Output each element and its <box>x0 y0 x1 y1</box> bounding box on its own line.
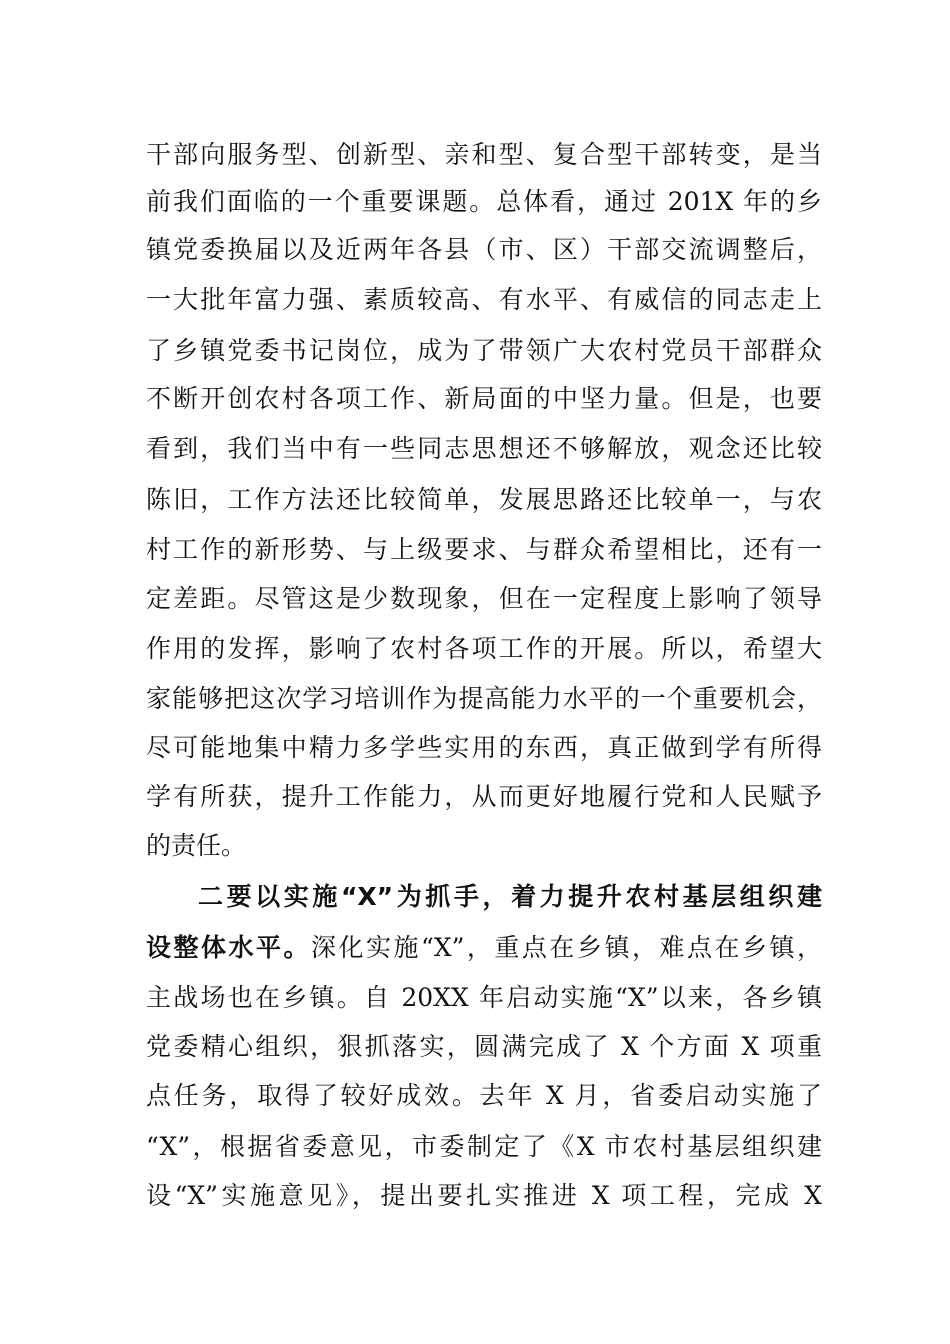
paragraph-1-line-3: 镇党委换届以及近两年各县（市、区）干部交流调整后， <box>146 235 822 264</box>
paragraph-1-line-5: 了乡镇党委书记岗位，成为了带领广大农村党员干部群众 <box>146 336 822 365</box>
paragraph-1-line-1: 干部向服务型、创新型、亲和型、复合型干部转变，是当 <box>146 140 822 169</box>
paragraph-2-line-6: “X”，根据省委意见，市委制定了《X 市农村基层组织建 <box>146 1132 822 1161</box>
paragraph-1-line-4: 一大批年富力强、素质较高、有水平、有威信的同志走上 <box>146 285 822 314</box>
paragraph-2-line-2-body: 深化实施“X”，重点在乡镇，难点在乡镇， <box>311 933 822 962</box>
paragraph-2-line-7: 设“X”实施意见》，提出要扎实推进 X 项工程，完成 X <box>146 1181 822 1210</box>
section-heading-line-2: 设整体水平。 <box>146 933 312 962</box>
paragraph-2-line-3: 主战场也在乡镇。自 20XX 年启动实施“X”以来，各乡镇 <box>146 983 822 1012</box>
paragraph-1-line-6: 不断开创农村各项工作、新局面的中坚力量。但是，也要 <box>146 384 822 413</box>
paragraph-1-line-15: 的责任。 <box>146 831 247 860</box>
paragraph-1-line-7: 看到，我们当中有一些同志思想还不够解放，观念还比较 <box>146 434 822 463</box>
paragraph-1-line-2: 前我们面临的一个重要课题。总体看，通过 201X 年的乡 <box>146 187 822 216</box>
paragraph-1-line-8: 陈旧，工作方法还比较简单，发展思路还比较单一，与农 <box>146 485 822 514</box>
section-heading-line-1: 二要以实施“X”为抓手，着力提升农村基层组织建 <box>198 882 822 911</box>
paragraph-1-line-9: 村工作的新形势、与上级要求、与群众希望相比，还有一 <box>146 535 822 564</box>
paragraph-2-line-4: 党委精心组织，狠抓落实，圆满完成了 X 个方面 X 项重 <box>146 1032 822 1061</box>
paragraph-1-line-10: 定差距。尽管这是少数现象，但在一定程度上影响了领导 <box>146 584 822 613</box>
paragraph-1-line-11: 作用的发挥，影响了农村各项工作的开展。所以，希望大 <box>146 634 822 663</box>
paragraph-1-line-13: 尽可能地集中精力多学些实用的东西，真正做到学有所得 <box>146 733 822 762</box>
paragraph-2-line-2 <box>146 933 822 963</box>
paragraph-1-line-12: 家能够把这次学习培训作为提高能力水平的一个重要机会， <box>146 684 822 713</box>
paragraph-1-line-14: 学有所获，提升工作能力，从而更好地履行党和人民赋予 <box>146 782 822 811</box>
paragraph-2-line-5: 点任务，取得了较好成效。去年 X 月，省委启动实施了 <box>146 1081 822 1110</box>
